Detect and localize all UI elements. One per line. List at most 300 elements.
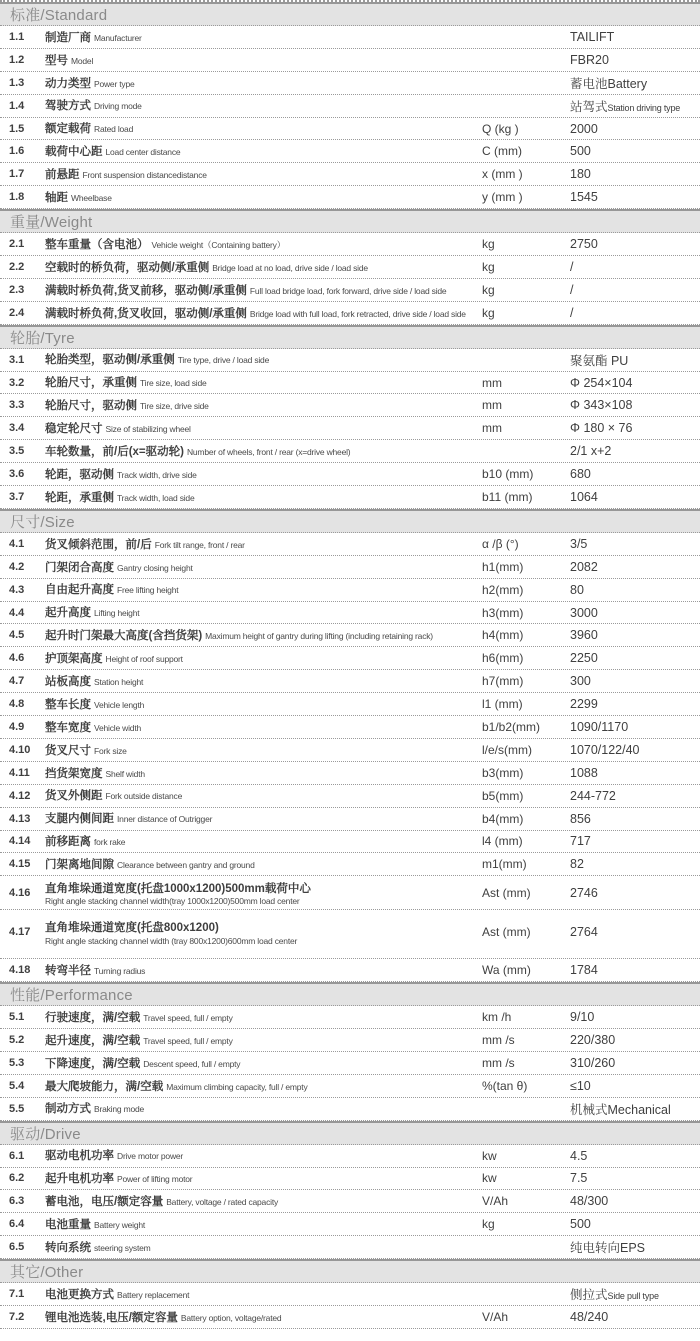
row-label-zh: 蓄电池，电压/额定容量 [45,1196,164,1209]
row-value [570,766,700,780]
row-unit: α /β (°) [482,536,519,551]
row-value [570,467,700,481]
spec-row [0,1029,700,1052]
row-label-zh: 起升时门架最大高度(含挡货架) [45,630,203,643]
row-label [45,165,482,183]
row-unit: h4(mm) [482,628,524,643]
row-value [570,283,700,297]
row-number: 6.4 [9,1218,25,1231]
section-header [0,325,700,349]
row-value-main: 48/240 [570,1309,609,1324]
row-value-main: 蓄电池Battery [570,76,648,91]
row-number: 3.3 [9,399,25,412]
row-label [45,304,482,322]
row-unit: kg [482,237,495,252]
row-number: 5.2 [9,1034,25,1046]
row-label-en: Bridge load with full load, fork retracted, drive side / load side [249,308,466,319]
row-label-en: Battery replacement [117,1289,190,1300]
row-label-zh: 下降速度，满/空载 [45,1057,141,1070]
section-title: 其它/Other [10,1264,84,1282]
row-label-en: Height of roof support [105,654,183,665]
row-label-zh: 驾驶方式 [45,100,91,113]
row-label-zh: 轮胎尺寸，驱动侧 [45,400,137,413]
row-value-main: 2299 [570,697,598,712]
row-value [570,122,700,136]
row-value-main: 300 [570,674,591,689]
row-value [570,1149,700,1163]
row-label [45,1146,482,1164]
spec-row [0,1236,700,1259]
row-label-zh: 门架闭合高度 [45,561,114,574]
row-value [570,30,700,44]
row-unit: h7(mm) [482,674,524,689]
row-number: 6.5 [9,1241,25,1254]
row-number: 1.2 [9,53,25,66]
row-unit: h3(mm) [482,605,524,620]
row-value [570,421,700,435]
section-title: 驱动/Drive [10,1125,81,1143]
row-value-main: 9/10 [570,1010,595,1025]
row-value [570,398,700,412]
row-value-main: 2750 [570,237,598,252]
row-number: 4.14 [9,835,31,848]
row-unit: l/e/s(mm) [482,742,532,757]
row-value [570,1238,700,1256]
row-label-zh: 挡货架宽度 [45,767,103,780]
row-value-main: / [570,259,574,274]
row-label [45,626,482,644]
row-label-zh: 动力类型 [45,77,91,90]
spec-row [0,186,700,209]
spec-row [0,853,700,876]
row-label-en: Battery weight [94,1220,146,1231]
spec-row [0,959,700,982]
row-label-en: Shelf width [105,768,145,779]
row-value-main: 1088 [570,765,598,780]
row-value [570,789,700,803]
spec-row [0,647,700,670]
row-value-main: 7.5 [570,1171,588,1186]
row-value-main: 机械式Mechanical [570,1102,671,1117]
row-unit: Ast (mm) [482,885,531,900]
row-label-en: Free lifting height [117,585,179,596]
row-label-en: Tire type, drive / load side [177,355,270,366]
row-unit: l1 (mm) [482,697,523,712]
spec-row [0,394,700,417]
row-value-main: 310/260 [570,1055,616,1070]
spec-row [0,1098,700,1121]
row-label [45,396,482,414]
row-label [45,1099,482,1117]
spec-row [0,163,700,186]
row-label-zh: 车轮数量，前/后(x=驱动轮) [45,446,184,458]
row-value-main: 3960 [570,628,598,643]
row-label [45,718,482,736]
section-header [0,209,700,233]
spec-row [0,831,700,854]
row-number: 5.5 [9,1102,25,1115]
section-header [0,509,700,533]
section-title: 性能/Performance [10,987,133,1005]
row-value-main: 680 [570,467,591,482]
row-unit: kg [482,282,495,297]
row-value [570,1171,700,1185]
row-label-zh: 整车长度 [45,698,91,711]
row-value [570,925,700,939]
row-number: 4.6 [9,652,25,665]
row-number: 1.6 [9,145,25,158]
row-label [45,96,482,114]
spec-row [0,716,700,739]
row-label-en: Number of wheels, front / rear (x=drive wheel) [186,447,351,457]
row-label-en: Track width, load side [117,492,195,503]
row-label-en: Wheelbase [71,192,112,203]
spec-row [0,118,700,141]
row-value [570,260,700,274]
row-label-en: Fork outside distance [105,791,183,802]
row-value [570,812,700,826]
spec-row [0,1213,700,1236]
row-unit: b1/b2(mm) [482,719,541,734]
row-label-en: Fork size [94,745,127,756]
row-label [45,373,482,391]
row-label-zh: 护顶架高度 [45,653,103,666]
row-value-main: / [570,305,574,320]
row-value-main: 1784 [570,963,598,978]
spec-row [0,808,700,831]
row-value [570,167,700,181]
row-label [45,51,482,69]
row-value-main: 2764 [570,925,598,940]
row-label-zh: 满载时桥负荷,货叉收回，驱动侧/承重侧 [45,307,247,320]
row-unit: %(tan θ) [482,1078,528,1093]
row-unit: kg [482,259,495,274]
row-value [570,53,700,67]
row-value-main: 2746 [570,885,598,900]
row-value-main: 856 [570,811,591,826]
row-number: 4.17 [9,926,31,939]
row-label-en: Tire size, drive side [140,401,209,412]
row-label-zh: 前悬距 [45,169,80,182]
row-number: 4.2 [9,560,25,573]
spec-row [0,1306,700,1329]
spec-row [0,579,700,602]
row-unit: x (mm ) [482,167,523,182]
row-value [570,97,700,115]
row-value [570,376,700,390]
row-label [45,142,482,160]
row-label-zh: 轮胎类型，驱动侧/承重侧 [45,354,175,367]
row-value-main: 48/300 [570,1194,609,1209]
row-value [570,560,700,574]
spec-row [0,1283,700,1306]
row-label [45,809,482,827]
row-label [45,488,482,506]
row-value-small: Side pull type [607,1291,659,1302]
row-number: 4.10 [9,743,31,756]
row-label-en: Vehicle weight（Containing battery） [151,239,286,250]
row-value [570,963,700,977]
row-number: 1.5 [9,122,25,135]
row-number: 4.4 [9,606,25,619]
row-label-en: Model [71,55,94,66]
row-label [45,235,482,253]
row-number: 4.11 [9,766,30,779]
spec-row [0,26,700,49]
spec-row [0,785,700,808]
row-label [45,1192,482,1210]
row-value-main: 3/5 [570,536,588,551]
row-label [45,786,482,804]
row-label-zh: 起升高度 [45,607,91,620]
row-value-main: 1090/1170 [570,719,629,734]
section-title: 重量/Weight [10,214,93,232]
row-unit: V/Ah [482,1194,509,1209]
row-label-zh: 额定载荷 [45,123,91,136]
section-title: 标准/Standard [10,7,108,24]
row-label-zh: 驱动电机功率 [45,1150,114,1163]
row-label [45,918,482,946]
row-label-en: Full load bridge load, fork forward, drive side / load side [249,285,447,296]
row-label [45,879,482,907]
section-header [0,982,700,1006]
row-label-zh: 前移距离 [45,836,91,849]
row-label-en: Rated load [94,124,134,135]
row-value-main: 纯电转向EPS [570,1241,646,1256]
row-unit: b5(mm) [482,788,524,803]
row-unit: kw [482,1148,497,1163]
row-value-main: ≤10 [570,1078,591,1093]
row-unit: m1(mm) [482,857,527,872]
row-value-main: 3000 [570,605,598,620]
row-value-main: FBR20 [570,52,609,67]
row-label [45,1238,482,1256]
row-unit: kw [482,1171,497,1186]
row-unit: C (mm) [482,144,522,159]
row-number: 4.1 [9,537,25,550]
row-value [570,1194,700,1208]
row-value-main: 500 [570,1217,591,1232]
row-number: 1.4 [9,99,25,112]
spec-row [0,1052,700,1075]
row-number: 1.7 [9,168,25,181]
spec-row [0,762,700,785]
row-number: 3.1 [9,353,25,366]
row-label-en: Battery option, voltage/rated [180,1312,282,1323]
row-unit: V/Ah [482,1309,509,1324]
row-label [45,350,482,368]
row-label [45,535,482,553]
row-label [45,832,482,850]
row-label-zh: 制动方式 [45,1103,91,1116]
row-value [570,1010,700,1024]
row-label [45,603,482,621]
row-label-en: Braking mode [94,1104,145,1115]
row-label [45,855,482,873]
row-label-en: Right angle stacking channel width(tray 1000x1200)500mm load center [45,896,300,907]
spec-row [0,486,700,509]
row-value [570,834,700,848]
row-label [45,961,482,979]
row-value [570,583,700,597]
row-label-en: Gantry closing height [117,562,193,573]
section-title: 轮胎/Tyre [10,329,75,347]
row-value [570,1100,700,1118]
row-value [570,351,700,369]
row-value-main: 2/1 x+2 [570,444,612,459]
row-number: 4.5 [9,629,25,642]
spec-row [0,140,700,163]
row-label-en: Battery, voltage / rated capacity [166,1197,279,1208]
row-label [45,281,482,299]
row-label [45,1054,482,1072]
row-label [45,580,482,598]
spec-row [0,372,700,395]
row-label [45,1169,482,1187]
row-number: 2.1 [9,238,25,251]
row-number: 1.3 [9,76,25,89]
row-value [570,144,700,158]
row-number: 1.1 [9,30,25,43]
row-number: 4.13 [9,812,31,825]
row-value [570,444,700,458]
row-value [570,1079,700,1093]
row-label [45,188,482,206]
row-number: 5.3 [9,1056,25,1069]
row-unit: mm /s [482,1055,515,1070]
row-label [45,649,482,667]
row-value-main: / [570,282,574,297]
row-label-zh: 起升电机功率 [45,1173,114,1186]
row-value [570,697,700,711]
row-label [45,1031,482,1049]
row-value [570,237,700,251]
row-unit: km /h [482,1010,512,1025]
row-number: 3.5 [9,445,25,458]
row-value [570,1056,700,1070]
spec-row [0,256,700,279]
row-number: 7.1 [9,1288,25,1301]
row-label [45,764,482,782]
row-label-zh: 直角堆垛通道宽度(托盘1000x1200)500mm载荷中心 [45,882,311,895]
row-label-zh: 轮胎尺寸，承重侧 [45,377,137,390]
row-unit: h6(mm) [482,651,524,666]
row-value-main: 侧拉式 [570,1288,608,1303]
row-number: 1.8 [9,191,25,204]
row-value-main: 2000 [570,121,598,136]
row-label-en: Power of lifting motor [117,1174,193,1185]
row-label [45,119,482,137]
row-label [45,442,482,460]
row-label-zh: 转弯半径 [45,965,91,978]
spec-row [0,693,700,716]
row-value-main: 2082 [570,559,598,574]
row-value [570,306,700,320]
row-label [45,672,482,690]
spec-row [0,440,700,463]
spec-row [0,417,700,440]
row-label [45,28,482,46]
row-number: 5.1 [9,1011,25,1024]
section-header [0,2,700,26]
row-number: 3.2 [9,376,25,389]
row-value-main: 500 [570,144,591,159]
row-label-zh: 货叉外侧距 [45,790,103,803]
spec-row [0,302,700,325]
spec-row [0,72,700,95]
spec-row [0,233,700,256]
row-label-en: Track width, drive side [117,469,197,480]
row-value [570,537,700,551]
row-label [45,258,482,276]
row-label [45,741,482,759]
row-value-main: 717 [570,834,591,849]
spec-row [0,670,700,693]
row-value [570,190,700,204]
row-unit: mm [482,421,502,436]
row-value [570,490,700,504]
row-number: 2.4 [9,306,25,319]
row-number: 4.18 [9,964,31,977]
spec-row [0,279,700,302]
spec-row [0,533,700,556]
spec-row [0,1168,700,1191]
row-value [570,606,700,620]
row-label-en: Front suspension distancedistance [82,170,207,181]
row-number: 6.1 [9,1149,25,1162]
row-value-main: Φ 180 × 76 [570,421,633,436]
row-number: 5.4 [9,1079,25,1092]
row-label [45,1308,482,1326]
row-number: 6.3 [9,1195,25,1208]
row-number: 7.2 [9,1310,25,1323]
row-label [45,558,482,576]
row-label [45,1285,482,1303]
row-label-en: Drive motor power [117,1151,184,1162]
row-label-en: Travel speed, full / empty [143,1035,233,1046]
row-label-zh: 稳定轮尺寸 [45,423,103,436]
row-label-zh: 电池重量 [45,1219,91,1232]
row-label-en: Fork tilt range, front / rear [154,539,245,550]
row-unit: mm [482,375,502,390]
row-label-en: Driving mode [94,101,142,112]
row-value [570,1217,700,1231]
row-value [570,1310,700,1324]
row-label-en: Maximum climbing capacity, full / empty [166,1081,308,1092]
row-value [570,886,700,900]
row-value [570,674,700,688]
row-unit: mm [482,398,502,413]
row-unit: l4 (mm) [482,834,523,849]
row-label-en: Size of stabilizing wheel [105,424,191,435]
spec-row [0,910,700,959]
row-label-zh: 起升速度，满/空载 [45,1034,141,1047]
spec-row [0,602,700,625]
row-unit: Ast (mm) [482,925,531,940]
row-label-zh: 行驶速度，满/空载 [45,1011,141,1024]
row-value-main: 2250 [570,651,598,666]
row-label-en: Descent speed, full / empty [143,1058,241,1069]
row-label [45,465,482,483]
row-number: 6.2 [9,1172,25,1185]
row-value-main: 1545 [570,190,598,205]
section-title: 尺寸/Size [10,513,75,531]
row-label-en: Vehicle length [94,699,145,710]
row-label-zh: 直角堆垛通道宽度(托盘800x1200) [45,922,219,935]
row-label-zh: 电池更换方式 [45,1288,114,1301]
section-header [0,1259,700,1283]
row-label-zh: 货叉倾斜范围，前/后 [45,538,152,551]
